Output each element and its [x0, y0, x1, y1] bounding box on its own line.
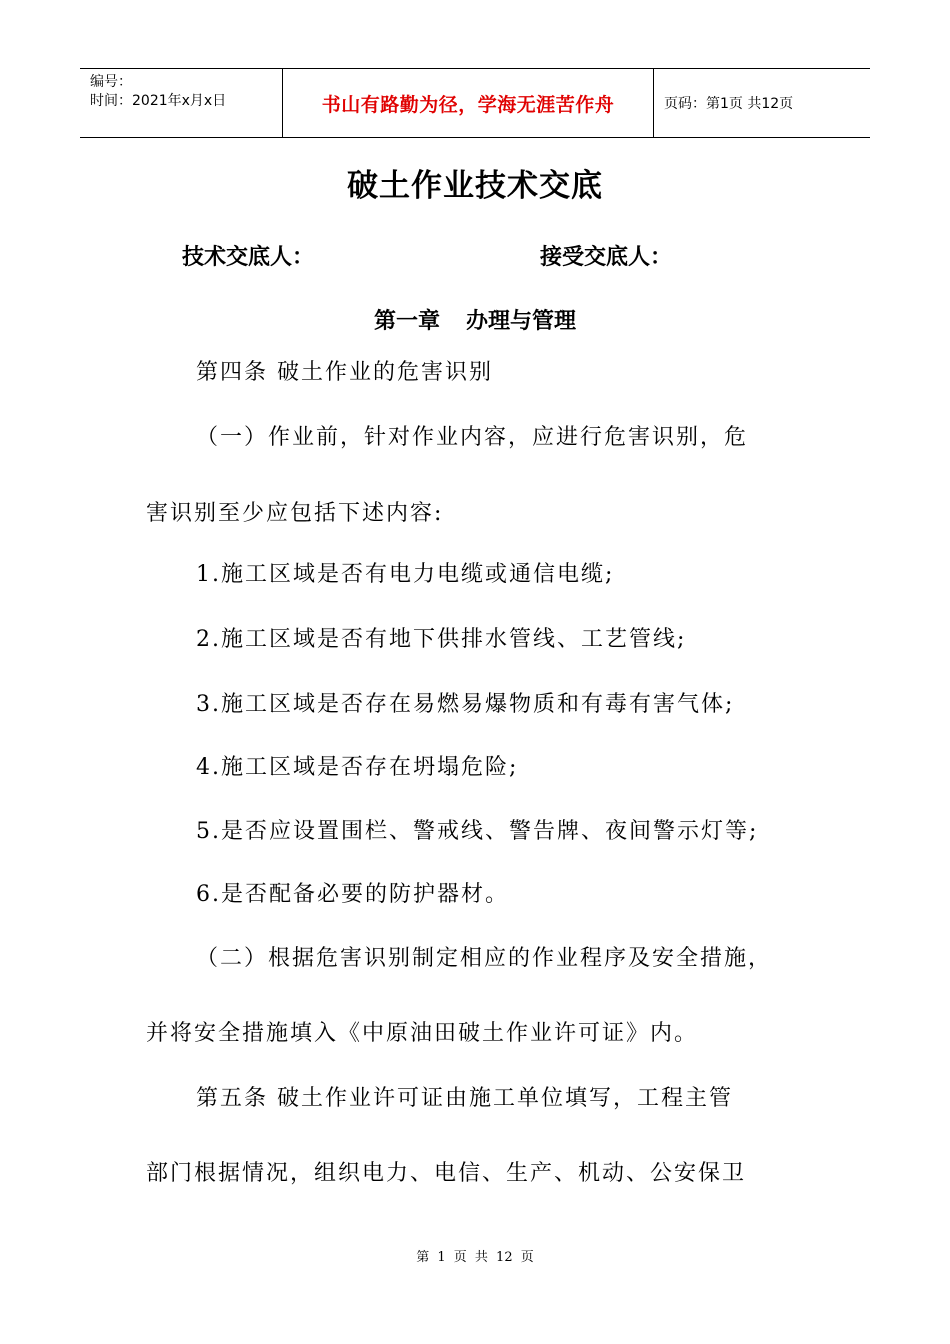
header-meta-cell — [80, 69, 282, 137]
page-footer: 第 1 页 共 12 页 — [416, 1250, 534, 1265]
document-number-label: 编号： — [90, 74, 132, 90]
body-line: 3.施工区域是否存在易燃易爆物质和有毒有害气体; — [196, 692, 735, 717]
body-line: 害识别至少应包括下述内容: — [146, 501, 444, 526]
chapter-number: 第一章 — [373, 309, 440, 334]
body-line: 4.施工区域是否存在坍塌危险; — [196, 755, 519, 780]
header-motto-cell — [282, 69, 654, 137]
body-line: 1.施工区域是否有电力电缆或通信电缆; — [196, 562, 615, 587]
body-line: 第五条 破土作业许可证由施工单位填写，工程主管 — [196, 1086, 733, 1111]
body-line: （二）根据危害识别制定相应的作业程序及安全措施， — [196, 946, 773, 971]
body-line: 5.是否应设置围栏、警戒线、警告牌、夜间警示灯等; — [196, 819, 759, 844]
body-line: 6.是否配备必要的防护器材。 — [196, 882, 509, 907]
header-motto: 书山有路勤为径，学海无涯苦作舟 — [321, 93, 615, 116]
body-line: 第四条 破土作业的危害识别 — [196, 360, 493, 385]
header-page-cell — [654, 69, 870, 137]
body-line: 部门根据情况，组织电力、电信、生产、机动、公安保卫 — [146, 1161, 747, 1186]
signer-right-label: 接受交底人： — [540, 245, 673, 270]
header-page-info: 页码：第1页 共12页 — [664, 96, 794, 112]
chapter-title: 办理与管理 — [466, 309, 577, 334]
body-line: （一）作业前，针对作业内容，应进行危害识别，危 — [196, 425, 749, 450]
chapter-heading — [0, 304, 950, 335]
body-line: 并将安全措施填入《中原油田破土作业许可证》内。 — [146, 1021, 699, 1046]
body-line: 2.施工区域是否有地下供排水管线、工艺管线; — [196, 627, 687, 652]
document-date-label: 时间：2021年x月x日 — [90, 93, 227, 109]
signer-left-label: 技术交底人： — [182, 245, 315, 270]
document-header-table — [80, 68, 870, 138]
document-title: 破土作业技术交底 — [347, 168, 603, 204]
